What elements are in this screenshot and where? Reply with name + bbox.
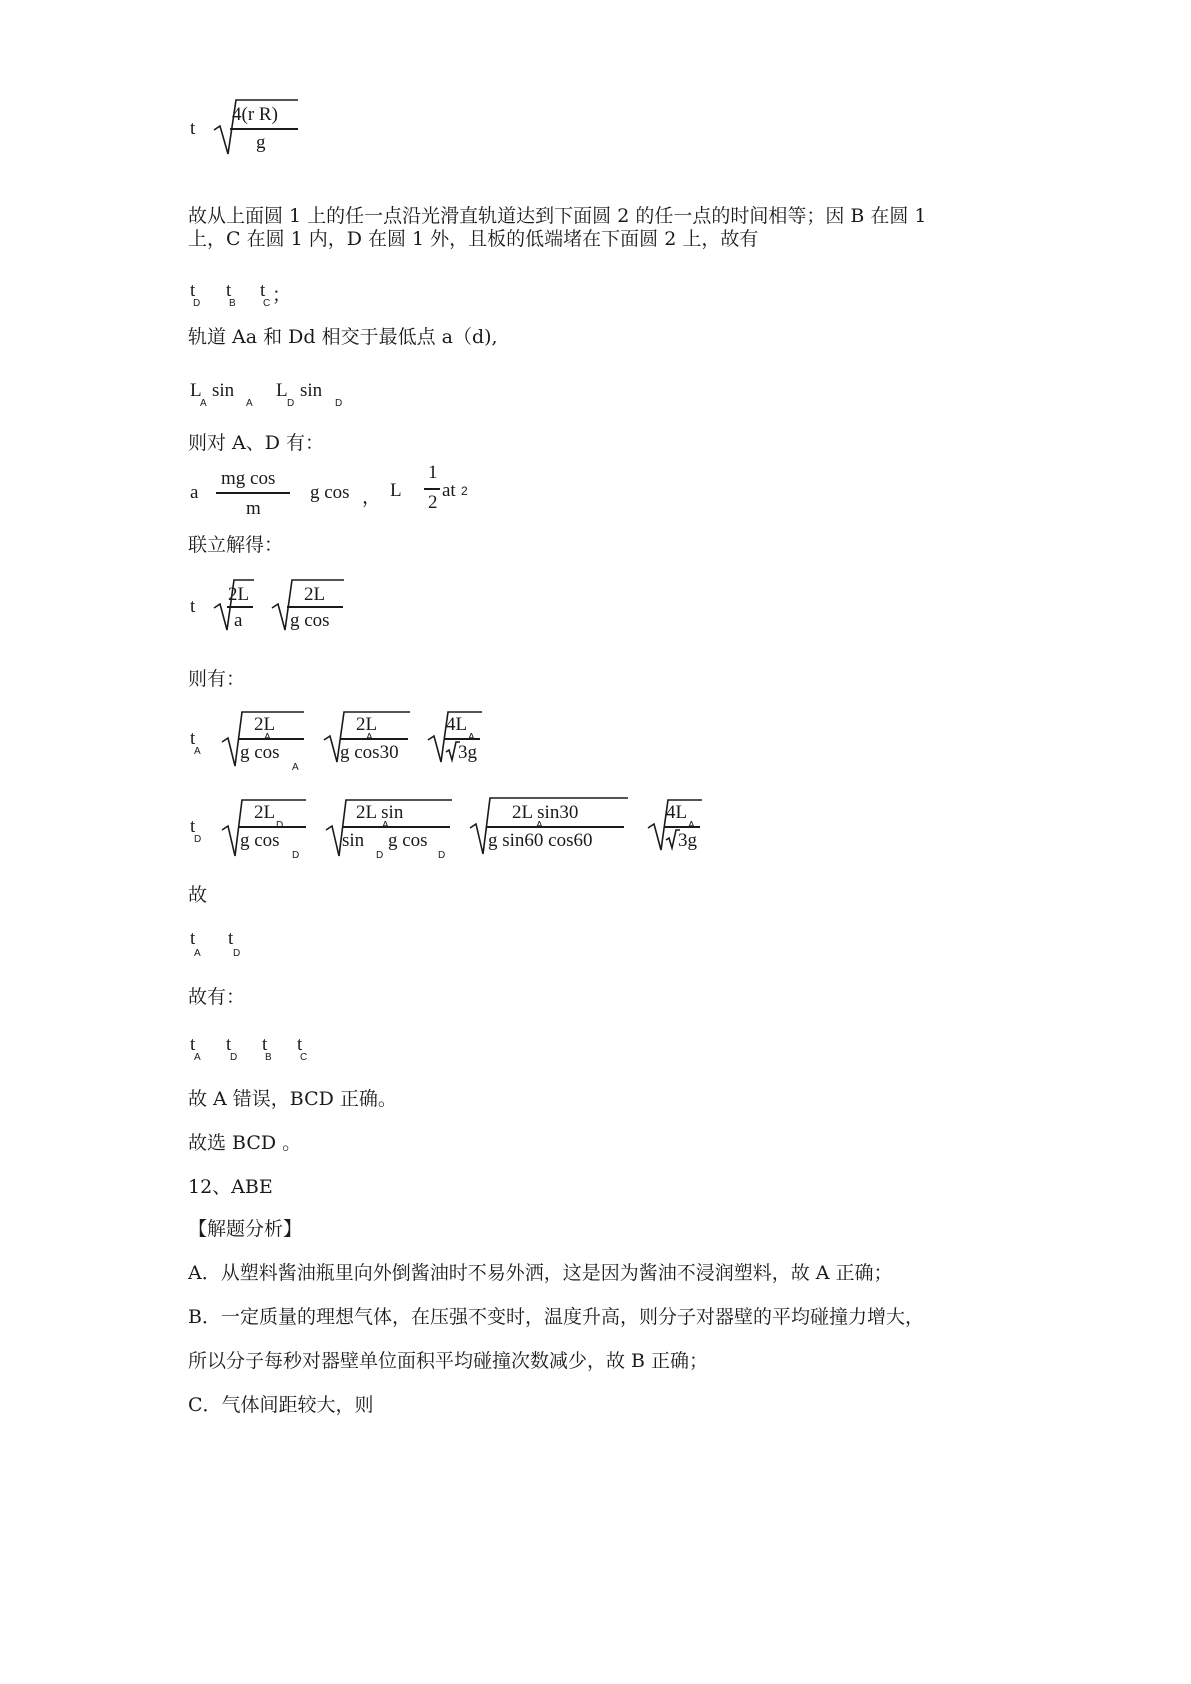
- track-line: 轨道 Aa 和 Dd 相交于最低点 a（d),: [188, 326, 498, 348]
- eq4-half-num: 1: [428, 462, 438, 483]
- solve-line: 联立解得：: [188, 534, 284, 556]
- eq7-n4: 4L: [666, 802, 688, 823]
- eq9-sub: B: [265, 1052, 272, 1063]
- eq7-d1: g cos: [240, 830, 280, 851]
- eq4-at: at: [442, 480, 456, 501]
- eq9-t4: t: [297, 1034, 303, 1055]
- eq7-n3: 2L sin30: [512, 802, 579, 823]
- eq6-n1: 2L: [254, 714, 276, 735]
- eq5-n2: 2L: [304, 584, 326, 605]
- gu-line: 故: [188, 884, 208, 906]
- fraction-bar: [287, 606, 343, 608]
- eq9-t1: t: [190, 1034, 196, 1055]
- eq4-L: L: [390, 480, 402, 501]
- eq1-t: t: [190, 118, 196, 139]
- eq3-sub: A: [200, 398, 207, 409]
- eq3-L2: L: [276, 380, 288, 401]
- eq2-sub1: D: [193, 298, 201, 309]
- ad-line: 则对 A、D 有：: [188, 432, 325, 454]
- option-b-line-1: B．一定质量的理想气体，在压强不变时，温度升高，则分子对器壁的平均碰撞力增大，: [188, 1306, 924, 1328]
- eq6-sub: A: [292, 762, 299, 773]
- eq7-sub: D: [292, 850, 300, 861]
- conclusion-line-1: 故 A 错误，BCD 正确。: [188, 1088, 397, 1110]
- eq8-sub: A: [194, 948, 201, 959]
- eq4-a: a: [190, 482, 199, 503]
- eq3-sub: D: [287, 398, 295, 409]
- eq7-d2a: sin: [342, 830, 365, 851]
- eq5-t: t: [190, 596, 196, 617]
- paragraph-line-1: 故从上面圆 1 上的任一点沿光滑直轨道达到下面圆 2 的任一点的时间相等；因 B 在圆 1: [188, 205, 927, 227]
- eq6-d3: 3g: [458, 742, 477, 763]
- fraction-bar: [230, 128, 298, 130]
- eq7-sub: D: [438, 850, 446, 861]
- guyou-line: 故有：: [188, 986, 246, 1008]
- paragraph-line-2: 上，C 在圆 1 内，D 在圆 1 外，且板的低端堵在下面圆 2 上，故有: [188, 228, 759, 250]
- option-b-line-2: 所以分子每秒对器壁单位面积平均碰撞次数减少，故 B 正确；: [188, 1350, 709, 1372]
- fraction-bar: [340, 738, 408, 740]
- conclusion-line-2: 故选 BCD 。: [188, 1132, 302, 1154]
- eq4-half-den: 2: [428, 492, 438, 513]
- fraction-bar: [342, 826, 450, 828]
- eq6-d2: g cos30: [340, 742, 399, 763]
- eq4-comma: ，: [362, 487, 382, 508]
- eq1-numerator: 4(r R): [232, 104, 278, 125]
- eq6-t: t: [190, 728, 196, 749]
- eq2-t1: t: [190, 280, 196, 301]
- eq6-sub: A: [194, 746, 201, 757]
- eq3-sin1: sin: [212, 380, 235, 401]
- eq4-numerator: mg cos: [221, 468, 276, 489]
- eq2-t3: t: [260, 280, 266, 301]
- fraction-bar: [424, 488, 440, 490]
- eq2-sub2: B: [229, 298, 236, 309]
- eq7-t: t: [190, 816, 196, 837]
- eq4-gcos: g cos: [310, 482, 350, 503]
- eq6-d1: g cos: [240, 742, 280, 763]
- eq9-t3: t: [262, 1034, 268, 1055]
- eq7-n1: 2L: [254, 802, 276, 823]
- eq1-denominator: g: [256, 132, 266, 153]
- fraction-bar: [238, 826, 306, 828]
- eq6-n3: 4L: [446, 714, 468, 735]
- eq7-n2: 2L sin: [356, 802, 404, 823]
- analysis-heading: 【解题分析】: [188, 1218, 303, 1240]
- eq5-d1: a: [234, 610, 243, 631]
- eq9-sub: C: [300, 1052, 308, 1063]
- eq8-sub: D: [233, 948, 241, 959]
- eq3-sin2: sin: [300, 380, 323, 401]
- eq2-t2: t: [226, 280, 232, 301]
- eq7-d2b: g cos: [388, 830, 428, 851]
- option-c: C．气体间距较大，则: [188, 1394, 374, 1416]
- eq5-n1: 2L: [228, 584, 250, 605]
- fraction-bar: [444, 738, 480, 740]
- eq3-sub: D: [335, 398, 343, 409]
- eq5-d2: g cos: [290, 610, 330, 631]
- eq8-t2: t: [228, 928, 234, 949]
- eq3-sub: A: [246, 398, 253, 409]
- fraction-bar: [216, 492, 290, 494]
- fraction-bar: [227, 606, 253, 608]
- then-line: 则有：: [188, 668, 246, 690]
- fraction-bar: [486, 826, 624, 828]
- eq9-t2: t: [226, 1034, 232, 1055]
- eq9-sub: D: [230, 1052, 238, 1063]
- eq4-square: 2: [461, 484, 468, 498]
- eq6-n2: 2L: [356, 714, 378, 735]
- option-a: A．从塑料酱油瓶里向外倒酱油时不易外洒，这是因为酱油不浸润塑料，故 A 正确；: [188, 1262, 893, 1284]
- fraction-bar: [664, 826, 700, 828]
- question-12-answer: 12、ABE: [188, 1176, 273, 1198]
- eq7-d3: g sin60 cos60: [488, 830, 593, 851]
- eq2-end: ；: [272, 285, 292, 306]
- eq2-sub3: C: [263, 298, 271, 309]
- eq3-L1: L: [190, 380, 202, 401]
- fraction-bar: [238, 738, 304, 740]
- eq7-sub: D: [376, 850, 384, 861]
- eq9-sub: A: [194, 1052, 201, 1063]
- eq4-denominator: m: [246, 498, 261, 519]
- eq8-t1: t: [190, 928, 196, 949]
- eq7-d4: 3g: [678, 830, 697, 851]
- eq7-sub: D: [194, 834, 202, 845]
